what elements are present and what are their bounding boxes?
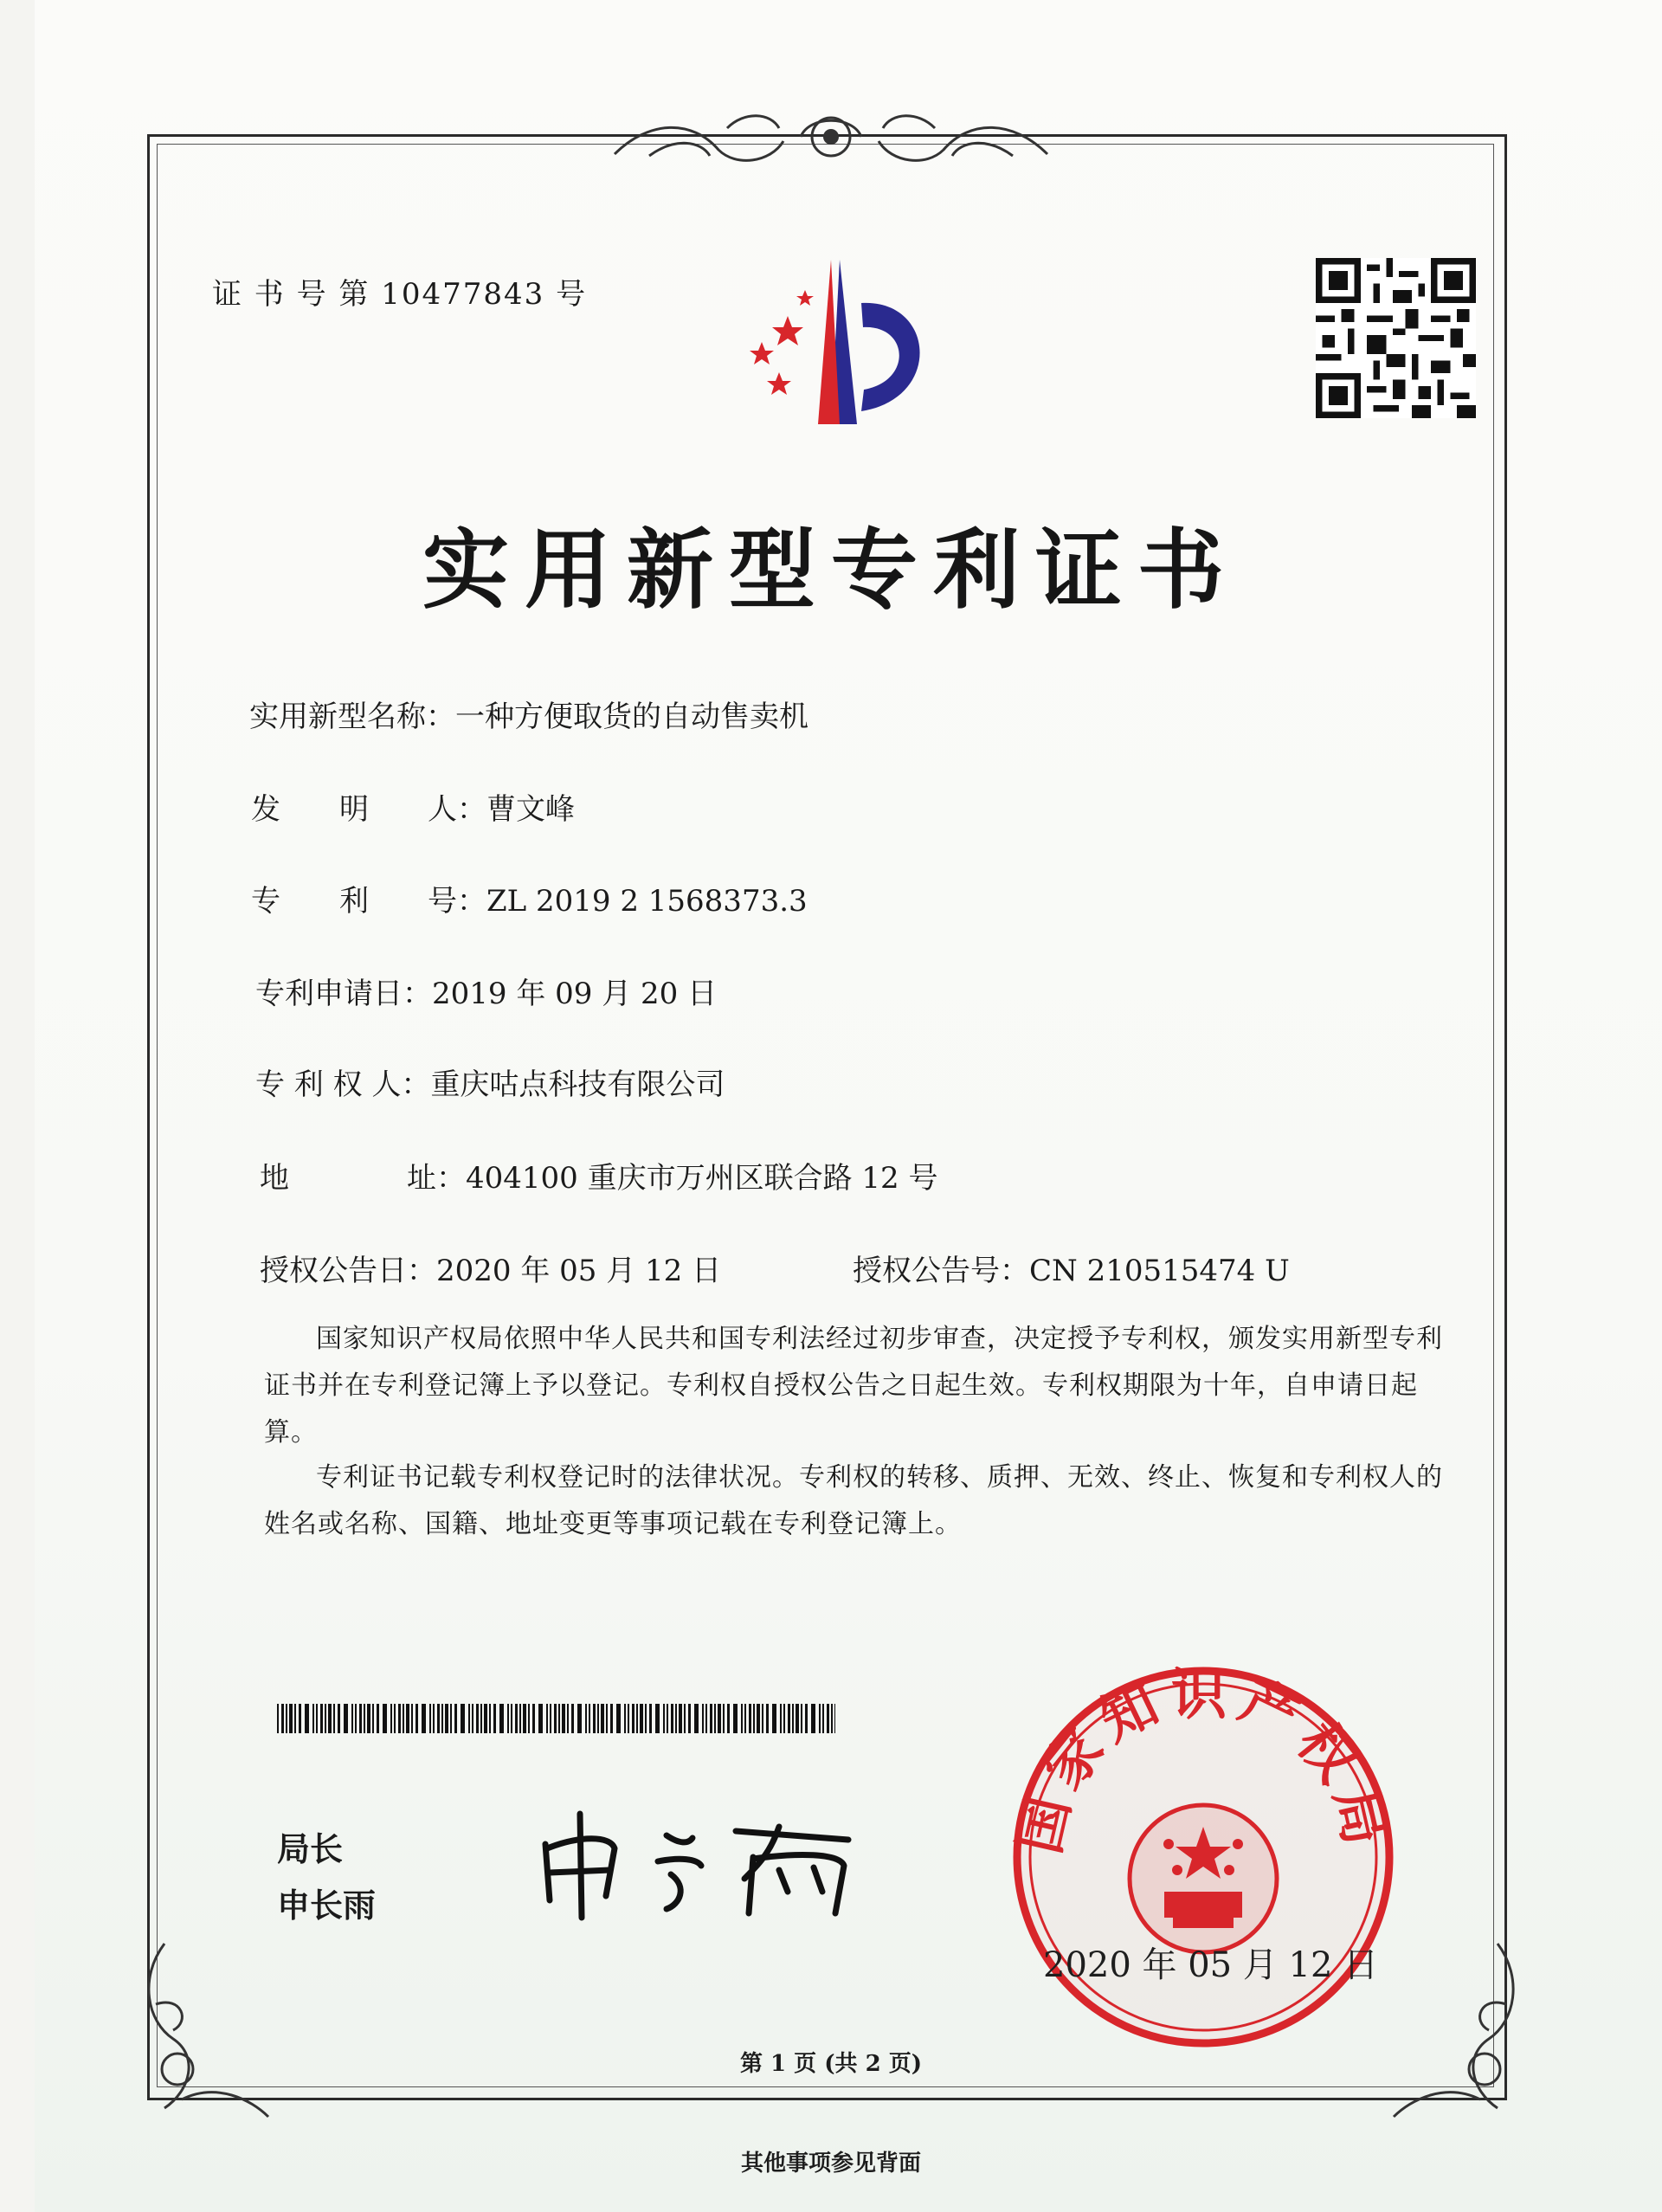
director-name: 申长雨 xyxy=(277,1886,377,1925)
field-label: 专利申请日： xyxy=(255,977,432,1011)
field-patent-number xyxy=(251,877,808,919)
director-signature-icon xyxy=(528,1805,874,1926)
field-inventor xyxy=(251,785,575,828)
field-label: 发 明 人： xyxy=(251,792,486,827)
field-value: 一种方便取货的自动售卖机 xyxy=(455,700,808,734)
field-grant-date xyxy=(260,1247,721,1289)
patent-office-logo-icon xyxy=(710,251,970,442)
legal-paragraph: 专利证书记载专利权登记时的法律状况。专利权的转移、质押、无效、终止、恢复和专利权人的姓名或名称、国籍、地址变更等事项记载在专利登记簿上。 xyxy=(264,1462,1443,1539)
field-label: 专 利 权 人： xyxy=(255,1067,431,1102)
footer-note: 其他事项参见背面 xyxy=(740,2151,921,2177)
field-value: CN 210515474 U xyxy=(1029,1254,1290,1288)
field-label: 授权公告号： xyxy=(853,1254,1029,1288)
field-label: 地 址： xyxy=(260,1161,466,1196)
field-grant-number xyxy=(853,1247,1290,1289)
paper-edge xyxy=(0,0,13,2212)
field-patentee xyxy=(255,1061,725,1103)
director-title: 局长 xyxy=(277,1830,344,1868)
field-value: 2019 年 09 月 20 日 xyxy=(432,977,718,1011)
certificate-number: 证 书 号 第 10477843 号 xyxy=(212,277,588,312)
field-label: 专 利 号： xyxy=(251,884,486,919)
field-value: 404100 重庆市万州区联合路 12 号 xyxy=(466,1161,938,1196)
field-value: 重庆咕点科技有限公司 xyxy=(430,1067,725,1102)
official-seal-icon xyxy=(1004,1658,1402,2056)
corner-ornament-icon xyxy=(1385,1926,1532,2125)
top-ornament-icon xyxy=(597,102,1065,180)
seal-date: 2020 年 05 月 12 日 xyxy=(1043,1945,1379,1985)
barcode-icon xyxy=(277,1704,835,1733)
field-value: 曹文峰 xyxy=(486,792,575,827)
paper-edge xyxy=(23,0,35,2212)
field-label: 实用新型名称： xyxy=(249,700,455,734)
field-filing-date xyxy=(255,970,717,1012)
qr-code-icon xyxy=(1316,258,1476,418)
field-label: 授权公告日： xyxy=(260,1254,436,1288)
legal-paragraph: 国家知识产权局依照中华人民共和国专利法经过初步审查，决定授予专利权，颁发实用新型专利证书并在专利登记簿上予以登记。专利权自授权公告之日起生效。专利权期限为十年，自申请日起算。 xyxy=(264,1324,1443,1448)
corner-ornament-icon xyxy=(130,1926,277,2125)
field-address xyxy=(260,1154,937,1196)
certificate-title: 实用新型专利证书 xyxy=(422,519,1240,621)
seal-text: 国家知识产权局 xyxy=(1008,1663,1399,1860)
field-value: 2020 年 05 月 12 日 xyxy=(436,1254,722,1288)
field-value: ZL 2019 2 1568373.3 xyxy=(486,884,808,919)
page-indicator: 第 1 页 (共 2 页) xyxy=(739,2051,923,2077)
national-emblem-icon xyxy=(1130,1805,1277,1952)
field-utility-model-name xyxy=(249,693,808,735)
